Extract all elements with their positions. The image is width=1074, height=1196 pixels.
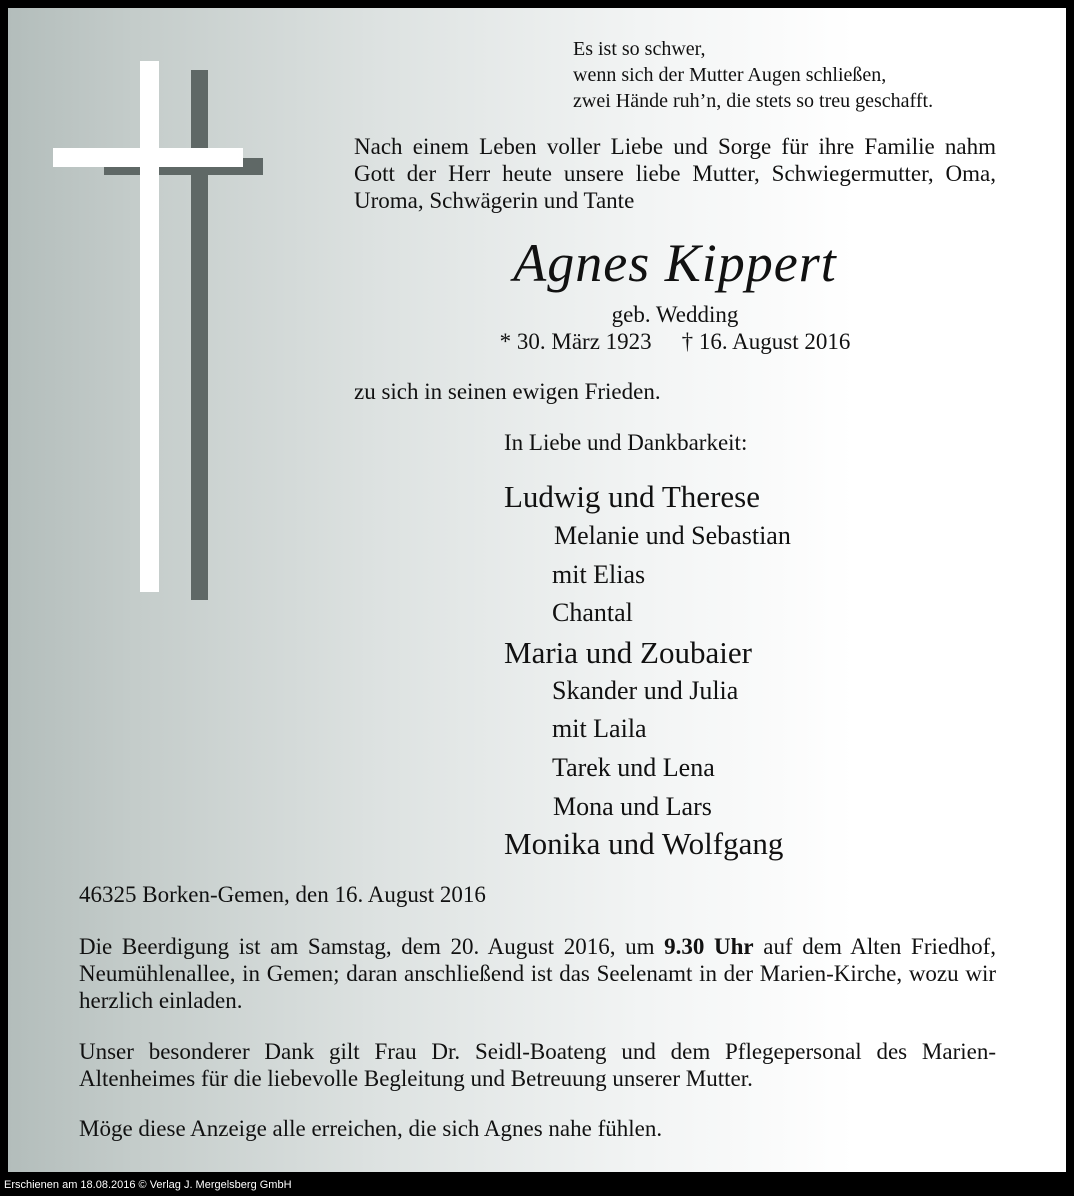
family-member: Ludwig und Therese <box>504 479 760 514</box>
poem <box>573 36 933 114</box>
cross-body <box>53 61 243 592</box>
life-dates <box>354 328 996 356</box>
birth-name: geb. Wedding <box>611 302 739 327</box>
funeral-text-after: auf dem Alten Friedhof, Neumühlenallee, in Gemen; daran anschließend ist das Seelenamt in der Marien-Kirche, wozu wir herzlich einladen. <box>79 934 996 1013</box>
poem-line: wenn sich der Mutter Augen schließen, <box>573 64 887 86</box>
place-date: 46325 Borken-Gemen, den 16. August 2016 <box>79 882 486 907</box>
thanks-heading: In Liebe und Dankbarkeit: <box>504 430 748 455</box>
cross-icon <box>48 58 263 608</box>
family-member: Maria und Zoubaier <box>504 635 752 670</box>
family-member: Monika und Wolfgang <box>504 826 784 861</box>
obituary-card <box>8 8 1066 1172</box>
publication-footer: Erschienen am 18.08.2016 © Verlag J. Mergelsberg GmbH <box>4 1179 292 1191</box>
family-member: Chantal <box>552 598 633 627</box>
funeral-time: 9.30 Uhr <box>664 934 754 959</box>
death-date: † 16. August 2016 <box>681 329 851 354</box>
family-member: Tarek und Lena <box>552 753 715 782</box>
poem-line: zwei Hände ruh’n, die stets so treu geschafft. <box>573 90 934 112</box>
funeral-info <box>79 933 996 1014</box>
family-member: Mona und Lars <box>553 792 712 821</box>
closing-text: Möge diese Anzeige alle erreichen, die sich Agnes nahe fühlen. <box>79 1116 663 1141</box>
funeral-text-before: Die Beerdigung ist am Samstag, dem 20. August 2016, um <box>79 934 665 959</box>
poem-line: Es ist so schwer, <box>573 38 706 60</box>
peace-text: zu sich in seinen ewigen Frieden. <box>354 379 661 404</box>
birth-date: * 30. März 1923 <box>499 329 652 354</box>
family-member: Melanie und Sebastian <box>554 521 791 550</box>
family-member: mit Laila <box>552 714 647 743</box>
gratitude-text: Unser besonderer Dank gilt Frau Dr. Seidl-Boateng und dem Pflegepersonal des Marien-Altenheimes für die liebevolle Begleitung und Betreuung unserer Mutter. <box>79 1039 996 1091</box>
family-member: mit Elias <box>552 560 646 589</box>
intro-text: Nach einem Leben voller Liebe und Sorge für ihre Familie nahm Gott der Herr heute unsere liebe Mutter, Schwiegermutter, Oma, Uroma, Schwägerin und Tante <box>354 134 996 213</box>
family-member: Skander und Julia <box>552 676 739 705</box>
deceased-name: Agnes Kippert <box>513 233 837 293</box>
